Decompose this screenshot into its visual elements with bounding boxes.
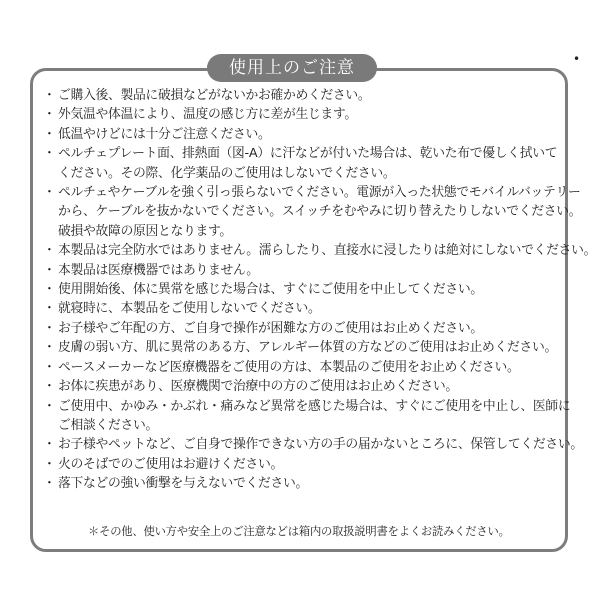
notice-item-text: ください。その際、化学薬品のご使用はしないでください。 [58, 165, 396, 181]
notice-item-text: 使用開始後、体に異常を感じた場合は、すぐにご使用を中止してください。 [58, 282, 483, 298]
notice-item [43, 397, 571, 436]
notice-item-text: ペルチェプレート面、排熱面（図-A）に汗などが付いた場合は、乾いた布で優しく拭いて [58, 146, 558, 162]
bullet-mark: ・ [43, 456, 56, 472]
bullet-mark: ・ [43, 379, 56, 395]
notice-item-text: ペースメーカーなど医療機器をご使用の方は、本製品のご使用をお止めください。 [58, 359, 520, 375]
notice-item [43, 455, 555, 474]
notice-item [43, 377, 555, 396]
notice-item [43, 86, 555, 105]
notice-item [43, 319, 555, 338]
footnote: ＊その他、使い方や安全上のご注意などは箱内の取扱説明書をよくお読みください。 [88, 525, 510, 538]
notice-item-text: 低温やけどには十分ご注意ください。 [58, 126, 271, 142]
notice-item [43, 338, 558, 357]
notice-item [43, 183, 582, 241]
bullet-mark: ・ [43, 282, 56, 298]
notice-item [43, 241, 597, 260]
notice-item [43, 261, 555, 280]
notice-item-text: お子様やペットなど、ご自身で操作できない方の手の届かないところに、保管してください。 [58, 437, 583, 453]
notice-item [43, 125, 555, 144]
bullet-mark: ・ [43, 359, 56, 375]
notice-item-text: 本製品は医療機器ではありません。 [58, 262, 259, 278]
bullet-mark: ・ [43, 262, 56, 278]
notice-item-text: 皮膚の弱い方、肌に異常のある方、アレルギー体質の方などのご使用はお止めください。 [58, 340, 558, 356]
bullet-mark: ・ [43, 476, 56, 492]
bullet-mark: ・ [43, 301, 56, 317]
notice-item [43, 144, 558, 183]
bullet-mark: ・ [43, 146, 56, 162]
notice-item-text: 落下などの強い衝撃を与えないでください。 [58, 476, 308, 492]
notice-item-text: お体に疾患があり、医療機関で治療中の方のご使用はお止めください。 [58, 379, 458, 395]
notice-item [43, 474, 555, 493]
notice-item-text: お子様やご年配の方、ご自身で操作が困難な方のご使用はお止めください。 [58, 320, 483, 336]
notice-item [43, 435, 583, 454]
notice-item [43, 299, 555, 318]
notice-item-text: 外気温や体温により、温度の感じ方に差が生じます。 [58, 107, 357, 123]
bullet-mark: ・ [43, 320, 56, 336]
notice-item [43, 358, 555, 377]
bullet-mark: ・ [43, 107, 56, 123]
notice-item-text: ご使用中、かゆみ・かぶれ・痛みなど異常を感じた場合は、すぐにご使用を中止し、医師に [58, 398, 571, 414]
notice-item [43, 105, 555, 124]
bullet-mark: ・ [43, 88, 56, 103]
notice-item-text: から、ケーブルを抜かないでください。スイッチをむやみに切り替えたりしないでください。 [58, 204, 582, 220]
notice-item-text: 火のそばでのご使用はお避けください。 [58, 456, 283, 472]
notice-item-text: 破損や故障の原因となります。 [58, 223, 232, 239]
notice-item-text: ペルチェやケーブルを強く引っ張らないでください。電源が入った状態でモバイルバッテリー [58, 185, 581, 201]
notice-item-text: ご購入後、製品に破損などがないかお確かめください。 [58, 88, 371, 103]
bullet-mark: ・ [43, 243, 56, 259]
corner-dot: • [573, 52, 581, 66]
notice-list [43, 86, 597, 494]
notice-title: 使用上のご注意 [207, 54, 377, 82]
bullet-mark: ・ [43, 437, 56, 453]
notice-item [43, 280, 555, 299]
bullet-mark: ・ [43, 185, 56, 201]
notice-item-text: ご相談ください。 [58, 417, 158, 433]
bullet-mark: ・ [43, 126, 56, 142]
notice-item-text: 就寝時に、本製品をご使用しないでください。 [58, 301, 321, 317]
bullet-mark: ・ [43, 398, 56, 414]
bullet-mark: ・ [43, 340, 56, 356]
notice-item-text: 本製品は完全防水ではありません。濡らしたり、直接水に浸したりは絶対にしないでください。 [58, 243, 597, 259]
